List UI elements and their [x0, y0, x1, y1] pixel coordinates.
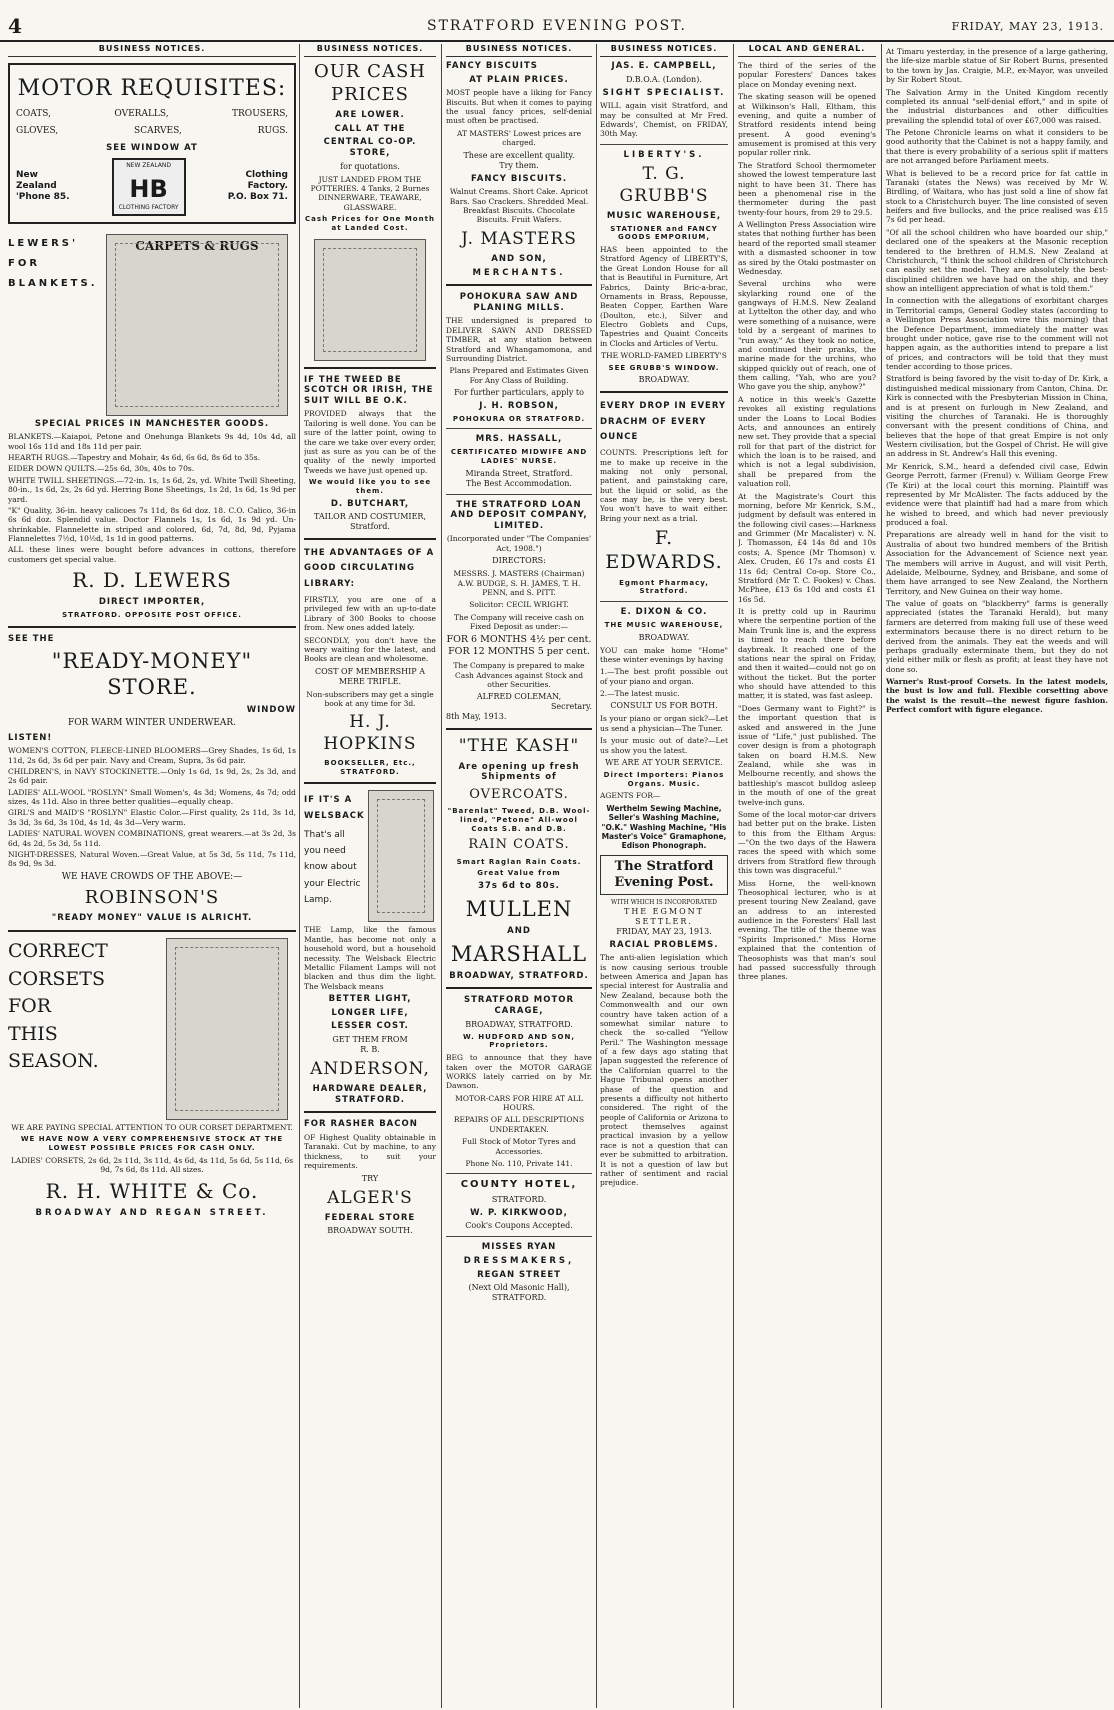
coleman: ALFRED COLEMAN,: [476, 692, 562, 702]
grubb: T. G. GRUBB'S: [619, 164, 709, 206]
robson: J. H. ROBSON,: [479, 401, 559, 411]
quotations: for quotations.: [340, 161, 400, 171]
welsback-ad: [304, 790, 436, 922]
will-visit: WILL again visit Stratford, and may be consulted at Mr Fred. Edwards', Chemist, on FRIDAY, 30th May.: [600, 101, 728, 139]
racial-problems: RACIAL PROBLEMS.: [609, 939, 719, 950]
news-item: The Salvation Army in the United Kingdom recently completed its annual "self-denial effort," and in spite of the industrial disturbances and other difficulties prevailing the splendid total of over £67,000 was raised.: [886, 87, 1108, 125]
column-1: [8, 44, 296, 1708]
these: These are excellent quality.: [463, 150, 575, 160]
we-would: We would like you to see them.: [308, 478, 432, 495]
text: Zealand: [16, 181, 57, 191]
news-item: It is pretty cold up in Raurimu where the serpentine portion of the Main Trunk line is, and the express is timed to reach there before daybreak. It reached one of the stations near the spiral on Friday, and then it waited—could not go on without the ticket. But the porter who should have attended to this matter, it is stated, was fast asleep.: [738, 607, 876, 701]
logo-text: CLOTHING FACTORY: [118, 204, 179, 212]
incorporated: (Incorporated under "The Companies' Act, 1908."): [446, 534, 592, 553]
midwife: CERTIFICATED MIDWIFE AND LADIES' NURSE.: [450, 448, 588, 465]
anderson: ANDERSON,: [310, 1058, 430, 1079]
news-item: Warner's Rust-proof Corsets. In the latest models, the bust is low and full. Flexible corsetting above the waist is the result—the newest figure fashion. Perfect comfort with figure elegance.: [886, 677, 1108, 715]
robinsons: ROBINSON'S: [84, 886, 220, 908]
racial-text: The anti-alien legislation which is now causing serious trouble between America and Japan has special interest for Australia and New Zealand, because both the Commonwealth and our own country have taken action of a somewhat similar nature to check the so-called "Yellow Peril." The Washington message of a few days ago stating that Japan suggested the reference of the Californian quarrel to the Hague Tribunal opens another phase of the question and presents a difficulty not hitherto considered. The right of the people of California or Arizona to protect themselves against practical invasion by a yellow race is not a question that can ever be submitted to arbitration. It is not a question of law but rather of sentiment and racial prejudice.: [600, 953, 728, 1188]
news-item: Several urchins who were skylarking round one of the gangways of H.M.S. New Zealand at Lyttelton the other day, and who were something of a nuisance, were told by a sergeant of marines to "run away." As they took no notice, and continued their pranks, the marine made for the urchins, who skipped quickly out of reach, one of them calling, "Yah, who are you? Who gave you the ship, anyhow?": [738, 279, 876, 392]
news-item: Preparations are already well in hand for the visit to Australia of about two hundred members of the British Association for the Advancement of Science next year. The members will arrive in August, and will visit Perth, Adelaide, Melbourne, Sydney, and Brisbane, and some of them have arranged to see New Zealand, the Northern Territory, and New Guinea on their way home.: [886, 530, 1108, 596]
and-son: AND SON,: [491, 253, 547, 264]
phone: 'Phone 85.: [16, 192, 70, 203]
hire: MOTOR-CARS FOR HIRE AT ALL HOURS.: [455, 1093, 583, 1112]
smart: Smart Raglan Rain Coats.: [456, 857, 582, 866]
post-sub: WITH WHICH IS INCORPORATED: [611, 899, 717, 907]
for-warm: FOR WARM WINTER UNDERWEAR.: [67, 718, 237, 729]
divider: [8, 930, 296, 932]
grubb-window: SEE GRUBB'S WINDOW.: [608, 363, 720, 372]
divider: [446, 1173, 592, 1174]
phone: Phone No. 110, Private 141.: [465, 1158, 573, 1168]
section-header: BUSINESS NOTICES.: [600, 44, 728, 57]
text: Clothing: [245, 169, 288, 180]
hudford: W. HUDFORD AND SON, Proprietors.: [462, 1032, 575, 1050]
page-number: 4: [8, 14, 22, 38]
text: LEWERS': [8, 237, 79, 249]
campbell: JAS. E. CAMPBELL,: [611, 61, 717, 71]
rh-white: R. H. WHITE & Co.: [45, 1178, 259, 1203]
lamp-text: THE Lamp, like the famous Mantle, has become not only a household word, but a household necessity. The Welsback Electric Metallic Filament Lamps will not blacken and thus dim the light. The Welsback means: [304, 925, 436, 991]
twelve-months: FOR 12 MONTHS 5 per cent.: [448, 646, 590, 658]
opening: Are opening up fresh Shipments of: [458, 761, 580, 783]
special-prices: SPECIAL PRICES IN MANCHESTER GOODS.: [34, 418, 270, 429]
list-item: BLANKETS.—Kaiapoi, Petone and Onehunga Blankets 9s 4d, 10s 4d, all wool 16s 11d and 18s 11d per pair.: [8, 432, 296, 451]
federal: FEDERAL STORE: [324, 1212, 416, 1223]
ad-title: MOTOR REQUISITES:: [17, 76, 287, 101]
column-rule: [881, 44, 882, 1708]
consult: CONSULT US FOR BOTH.: [610, 701, 718, 711]
company: The Company will receive cash on Fixed Deposit as under:—: [454, 612, 584, 631]
undersigned: THE undersigned is prepared to DELIVER SAWN AND DRESSED TIMBER, at any station between Stratford and Whangamomona, and Surrounding District.: [446, 316, 592, 363]
lewers-heading: [8, 234, 98, 416]
rd-lewers: R. D. LEWERS: [72, 568, 232, 593]
po-box: P.O. Box 71.: [227, 192, 288, 203]
better: BETTER LIGHT,: [328, 994, 412, 1005]
tyres: Full Stock of Motor Tyres and Accessories.: [462, 1137, 576, 1156]
column-5: [738, 44, 876, 1708]
text: FOR: [8, 995, 52, 1018]
text: BLANKETS.: [8, 277, 98, 289]
masters-lower: AT MASTERS' Lowest prices are charged.: [456, 128, 582, 148]
are-lower: ARE LOWER.: [335, 110, 405, 120]
dixon-music: THE MUSIC WAREHOUSE,: [604, 620, 724, 629]
counts: COUNTS. Prescriptions left for me to make up receive in the making not only personal, patient, and painstaking care, but the liquid or solid, as the case may be, is the very best. You won't have to wait either. Bring your next as a trial.: [600, 448, 728, 523]
hopkins: H. J. HOPKINS: [323, 712, 417, 754]
masthead: [0, 0, 1114, 42]
cook: Cook's Coupons Accepted.: [465, 1221, 573, 1231]
paying: WE ARE PAYING SPECIAL ATTENTION TO OUR CORSET DEPARTMENT.: [11, 1123, 293, 1132]
list-item: ALL these lines were bought before advances in cottons, therefore customers get special value.: [8, 545, 296, 564]
news-item: The Stratford School thermometer showed the lowest temperature last night to have been 31. There has been a phenomenal rise in the thermometer during the past twenty-four hours, from 29 to 29.5.: [738, 160, 876, 217]
divider: [600, 601, 728, 602]
item: GLOVES,: [16, 125, 59, 136]
window: WINDOW: [246, 704, 296, 715]
ladies-corsets: LADIES' CORSETS, 2s 6d, 2s 11d, 3s 11d, 4s 6d, 4s 11d, 5s 6d, 5s 11d, 6s 9d, 7s 6d, 8s 11d. All sizes.: [10, 1155, 294, 1175]
goods-list: [8, 432, 296, 564]
plain-prices: AT PLAIN PRICES.: [469, 74, 569, 85]
item: OVERALLS,: [114, 108, 169, 119]
news-item: Stratford is being favored by the visit to-day of Dr. Kirk, a distinguished medical missionary from Canton, China. Dr. Kirk is connected with the Presbyterian Mission in China, and is at present on furlough in New Zealand, and visiting the churches of Taranaki. He is thoroughly conversant with the present conditions of China, and believes that the hope of that great Empire is not only Western civilisation, but the Gospel of Christ. He will give an address in St. Andrew's Hall this evening.: [886, 374, 1108, 459]
coop: CENTRAL CO-OP. STORE,: [323, 137, 417, 158]
hb-logo: [112, 158, 186, 216]
director-names: MESSRS. J. MASTERS (Chairman) A.W. BUDGE, S. H. JAMES, T. H. PENN, and S. PITT.: [453, 569, 585, 597]
has: HAS been appointed to the Stratford Agency of LIBERTY'S, the Great London House for all that is Beautiful in Furniture, Art Fabrics, Dainty Bric-a-brac, Ornaments in Brass, Repousse, Beaten Copper, Earthen Ware (Doulton, etc.), Silver and Electro Goblets and Cups, Tapestries and Quaint Conceits in Clocks and Articles of Vertu.: [600, 245, 728, 348]
masonic: (Next Old Masonic Hall),: [468, 1283, 570, 1293]
tailor: TAILOR AND COSTUMIER,: [313, 512, 426, 522]
dboa: D.B.O.A. (London).: [626, 74, 702, 84]
thats-all: That's all you need know about your Electric Lamp.: [304, 829, 361, 905]
rain-coats: RAIN COATS.: [468, 837, 570, 853]
get-them: GET THEM FROM: [332, 1034, 408, 1044]
see-window: SEE WINDOW AT: [106, 143, 198, 153]
lewers-ad-top: [8, 234, 296, 416]
news-item: Miss Horne, the well-known Theosophical lecturer, who is at present touring New Zealand, gave an address to an interested audience in the Foresters' Hall last evening. The title of the theme was "Spirits Imprisoned." Miss Horne explained that the contention of Theosophists was that man's soul had passed successfully through three planes.: [738, 878, 876, 982]
two: 2.—The latest music.: [600, 689, 680, 699]
libertys: LIBERTY'S.: [623, 149, 705, 160]
text: New: [16, 169, 38, 180]
broadway-south: BROADWAY SOUTH.: [327, 1226, 413, 1236]
overcoats: OVERCOATS.: [469, 786, 569, 802]
rasher: FOR RASHER BACON: [304, 1119, 418, 1130]
list-item: LADIES' NATURAL WOVEN COMBINATIONS, great wearers.—at 3s 2d, 3s 6d, 4s 2d, 5s 3d, 5s 11d.: [8, 829, 296, 848]
news-item: What is believed to be a record price for fat cattle in Taranaki (states the News) was received by Mr W. Birdling, of Waitara, who has just sold a line of show fat stock to a Christchurch buyer. The line consisted of seven heifers and five bullocks, and the price realised was £15 7s 6d per head.: [886, 168, 1108, 225]
further: For further particulars, apply to: [454, 388, 584, 397]
rh-white-address: BROADWAY AND REGAN STREET.: [35, 1207, 269, 1218]
landed: JUST LANDED FROM THE POTTERIES. 4 Tanks, 2 Burnes DINNERWARE, TEAWARE, GLASSWARE.: [310, 174, 430, 212]
news-item: The Petone Chronicle learns on what it considers to be good authority that the Cabinet is not a happy family, and that there is every probability of a serious split if matters are not arranged before Parliament meets.: [886, 128, 1108, 166]
news-item: A notice in this week's Gazette revokes all existing regulations under the Loans to Local Bodies Acts, and announces an entirely new set. They provide that a special roll for that part of the district for which the loan is to be raised, and which is not a legal subdivision, shall be prepared from the valuation roll.: [738, 394, 876, 489]
news-item: The value of goats on "blackberry" farms is generally appreciated (states the Taranaki Herald), but many farmers are deterred from making full use of these weed exterminators because there is no direct return to be derived from the animals. They eat the weeds and will perhaps gradually exterminate them, but they do not yield either milk or flesh as profit; at least they have not done so.: [886, 599, 1108, 674]
service: WE ARE AT YOUR SERVICE.: [605, 757, 723, 767]
hb-left: [16, 170, 70, 204]
cash-prices-title: OUR CASH PRICES: [313, 61, 426, 105]
beg: BEG to announce that they have taken over the MOTOR GARAGE WORKS lately carried on by Mr. Dawson.: [446, 1053, 592, 1091]
column-rule: [441, 44, 442, 1708]
dixon: E. DIXON & CO.: [620, 607, 708, 618]
nonsub: Non-subscribers may get a single book at any time for 3d.: [306, 689, 434, 709]
agent-list: Werthelm Sewing Machine, Seller's Washing Machine, "O.K." Washing Machine, "His Master's Voice" Gramaphone, Edison Phonograph.: [601, 803, 727, 851]
j-masters: J. MASTERS: [461, 228, 577, 249]
world: THE WORLD-FAMED LIBERTY'S: [601, 351, 727, 361]
text: CORRECT: [8, 940, 108, 962]
divider: [446, 728, 592, 730]
logo-text: NEW ZEALAND: [126, 161, 172, 169]
try: Try them.: [499, 160, 539, 170]
list-item: "K" Quality, 36-in. heavy calicoes 7s 11d, 8s 6d doz. 18. C.O. Calico, 36-in 6s 6d doz. Splendid value. Doctor Flannels 1s, 1s 6d, 1s 9d yd. Un-shrinkable. Flannelette in striped and colored, 6d, 7d, 8d, 9d, Pyjama Flannelettes 7½d, 10½d, 1s 1d in good patterns.: [8, 505, 296, 543]
list-item: HEARTH RUGS.—Tapestry and Mohair, 4s 6d, 6s 6d, 8s 6d to 35s.: [8, 453, 261, 462]
section-header: BUSINESS NOTICES.: [446, 44, 592, 57]
news-item: In connection with the allegations of exorbitant charges in Territorial camps, General Godley states (according to a Wellington Press Association wire this morning) that the Defence Department, immediately the matter was brought under notice, gave rise to the comment will not happen again, as the authorities intend to prepare a list of prices, and contractors will be told that they must tender according to those prices.: [886, 296, 1108, 371]
great-value: Great Value from: [477, 869, 561, 878]
ryan-stratford: STRATFORD.: [491, 1293, 547, 1303]
section-header: BUSINESS NOTICES.: [8, 44, 296, 57]
post-masthead: The Stratford Evening Post.: [600, 855, 728, 896]
corset-illustration: [166, 938, 288, 1120]
divider: [446, 1236, 592, 1237]
fancy-biscuits-2: FANCY BISCUITS.: [470, 173, 568, 184]
divider: [446, 987, 592, 989]
divider: [446, 428, 592, 429]
stratford: Stratford.: [350, 522, 390, 532]
secondly: SECONDLY, you don't have the weary waiting for the latest, and Books are clean and wholesome.: [304, 635, 436, 664]
listen: LISTEN!: [8, 732, 53, 743]
column-rule: [299, 44, 300, 1708]
motor-garage: STRATFORD MOTOR CARAGE,: [463, 995, 575, 1016]
divider: [304, 538, 436, 540]
kirkwood: W. P. KIRKWOOD,: [470, 1207, 568, 1218]
loan-date: 8th May, 1913.: [446, 712, 507, 722]
text: SEASON.: [8, 1050, 99, 1073]
text: CORSETS: [8, 967, 105, 990]
stationer: STATIONER and FANCY GOODS EMPORIUM,: [610, 224, 718, 242]
column-6: [886, 44, 1108, 1708]
see-the: SEE THE: [8, 633, 55, 644]
column-4: [600, 44, 728, 1708]
f-edwards: F. EDWARDS.: [605, 527, 723, 573]
ready-money-store: "READY-MONEY" STORE.: [51, 649, 253, 700]
importers: Direct Importers: Pianos Organs. Music.: [603, 770, 725, 788]
merchants: MERCHANTS.: [472, 267, 566, 278]
repairs: REPAIRS OF ALL DESCRIPTIONS UNDERTAKEN.: [453, 1115, 585, 1134]
text: THIS: [8, 1022, 58, 1045]
call-at: CALL AT THE: [334, 123, 406, 134]
column-2: [304, 44, 436, 1708]
algers: ALGER'S: [327, 1187, 413, 1208]
importer: DIRECT IMPORTER,: [98, 597, 206, 608]
pram-illustration: [314, 239, 426, 361]
and: AND: [507, 925, 531, 936]
crowds: WE HAVE CROWDS OF THE ABOVE:—: [61, 871, 243, 882]
solicitor: Solicitor: CECIL WRIGHT.: [469, 600, 569, 610]
welsback-heading: IF IT'S A WELSBACK: [304, 795, 365, 821]
miranda: Miranda Street, Stratford.: [465, 468, 573, 478]
motor-requisites-ad: [8, 63, 296, 224]
county-hotel: COUNTY HOTEL,: [460, 1179, 578, 1191]
alricht: "READY MONEY" VALUE IS ALRICHT.: [51, 913, 253, 924]
butchart: D. BUTCHART,: [330, 498, 410, 509]
column-rule: [596, 44, 597, 1708]
advantages: THE ADVANTAGES OF A GOOD CIRCULATING LIBRARY:: [304, 548, 435, 589]
news-item: Mr Kenrick, S.M., heard a defended civil case, Edwin George Perrott, farmer (Frenul) v. William George Frew (Te Kiri) at the local court this morning. Plaintiff was represented by Mr McAlister. The facts adduced by the evidence were that plaintiff had had a mare from which he wished to breed, and which had never previously produced a foal.: [886, 461, 1108, 527]
highest: OF Highest Quality obtainable in Taranaki. Cut by machine, to any thickness, to suit your requirements.: [304, 1133, 436, 1171]
marshall: MARSHALL: [450, 941, 588, 966]
directors: DIRECTORS:: [492, 556, 546, 566]
every-drop: EVERY DROP IN EVERY DRACHM OF EVERY OUNCE: [600, 401, 727, 442]
divider: [304, 367, 436, 369]
pohokura: POHOKURA SAW AND PLANING MILLS.: [459, 292, 579, 313]
divider: [446, 494, 592, 495]
longer: LONGER LIFE,: [331, 1007, 409, 1018]
regan: REGAN STREET: [477, 1269, 561, 1280]
list-item: WHITE TWILL SHEETINGS.—72-in. 1s, 1s 6d, 2s, yd. White Twill Sheeting, 80-in., 1s 6d, 2s, 2s 6d yd. Herring Bone Sheetings, 1s 2d, 1s 6d, 1s 9d per yard.: [8, 475, 296, 504]
is-sick: Is your piano or organ sick?—Let us send a physician—The Tuner.: [600, 714, 728, 733]
post-date: FRIDAY, MAY 23, 1913.: [616, 926, 712, 936]
list-item: GIRL'S and MAID'S "ROSLYN" Elastic Color.—First quality, 2s 11d, 3s 1d, 3s 3d, 3s 6d, 3s 10d, 4s 1d, 4s 3d—Very warm.: [8, 808, 296, 827]
news-item: The third of the series of the popular Foresters' Dances takes place on Monday evening next.: [738, 61, 876, 89]
price-range: 37s 6d to 80s.: [478, 881, 560, 891]
items-row-2: [16, 126, 288, 137]
bookseller: BOOKSELLER, Etc., STRATFORD.: [324, 758, 416, 776]
hassall: MRS. HASSALL,: [475, 434, 563, 445]
rb: R. B.: [360, 1044, 380, 1054]
biscuit-list: Walnut Creams. Short Cake. Apricot Bars. Sao Crackers. Shredded Meal. Breakfast Biscuits. Chocolate Biscuits. Fruit Wafers.: [449, 187, 589, 225]
item: COATS,: [16, 108, 51, 119]
items-row-1: [16, 109, 288, 120]
lesser: LESSER COST.: [331, 1021, 409, 1032]
hardware: HARDWARE DEALER, STRATFORD.: [312, 1084, 428, 1105]
list-item: NIGHT-DRESSES, Natural Woven.—Great Value, at 5s 3d, 5s 11d, 7s 11d, 8s 9d, 9s 3d.: [8, 849, 296, 869]
advances: The Company is prepared to make Cash Advances against Stock and other Securities.: [453, 661, 585, 689]
list-item: EIDER DOWN QUILTS.—25s 6d, 30s, 40s to 70s.: [8, 464, 195, 474]
list-item: WOMEN'S COTTON, FLEECE-LINED BLOOMERS—Grey Shades, 1s 6d, 1s 11d, 2s 6d, 3s 6d per pair. Navy and Cream, Supra, 3s 6d pair.: [8, 746, 296, 765]
illustration-caption: CARPETS & RUGS: [135, 238, 259, 253]
firstly: FIRSTLY, you are one of a privileged few with an up-to-date Library of 300 Books to choose from. New ones added lately.: [304, 595, 436, 633]
lamp-illustration: [368, 790, 434, 922]
divider: [600, 391, 728, 393]
corsets-ad: [8, 938, 296, 1120]
column-3: [446, 44, 592, 1708]
hotel-stratford: STRATFORD.: [491, 1194, 547, 1204]
news-item: At Timaru yesterday, in the presence of a large gathering, the life-size marble statue of Sir Robert Burns, presented to the town by Jas. Craigie, M.P., ex-Mayor, was unveiled by Sir Robert Stout.: [886, 47, 1108, 85]
out-of-date: Is your music out of date?—Let us show you the latest.: [600, 736, 728, 755]
sight: SIGHT SPECIALIST.: [602, 87, 726, 98]
divider: [304, 1111, 436, 1113]
the-kash: "THE KASH": [458, 736, 580, 757]
provided: PROVIDED always that the Tailoring is well done. You can be sure of the latter point, owing to the care we take over every order, just as sure as you can be of the quality of the newly imported Tweeds we have just opened up.: [304, 409, 436, 475]
rug-illustration: [106, 234, 288, 416]
paper-title: STRATFORD EVENING POST.: [427, 18, 687, 34]
text: Factory.: [247, 181, 288, 191]
news-item: A Wellington Press Association wire states that nothing further has been heard of the reported small steamer with a dismasted schooner in tow as sired by the Otaki postmaster on Wednesday.: [738, 220, 876, 276]
six-months: FOR 6 MONTHS 4½ per cent.: [446, 634, 592, 646]
hb-row: [16, 158, 288, 216]
dressmakers: DRESSMAKERS,: [463, 1256, 575, 1266]
motor-broadway: BROADWAY, STRATFORD.: [465, 1019, 573, 1029]
stock: WE HAVE NOW A VERY COMPREHENSIVE STOCK AT THE LOWEST POSSIBLE PRICES FOR CASH ONLY.: [20, 1135, 284, 1153]
pohokura-stratford: POHOKURA OR STRATFORD.: [452, 414, 586, 423]
cost: COST OF MEMBERSHIP A MERE TRIFLE.: [315, 666, 425, 686]
post-settler: THE EGMONT SETTLER.: [623, 906, 704, 926]
egmont: Egmont Pharmacy, Stratford.: [619, 578, 709, 596]
welsback-text: [304, 790, 364, 922]
loan-company: THE STRATFORD LOAN AND DEPOSIT COMPANY, LIMITED.: [450, 499, 588, 531]
opposite-post-office: STRATFORD. OPPOSITE POST OFFICE.: [62, 610, 242, 619]
news-item: Some of the local motor-car drivers had better put on the brake. Listen to this from the Eltham Argus:—"On the two days of the Hawera races the speed with which some drivers from Stratford flew through this town was disgraceful.": [738, 809, 876, 876]
item: RUGS.: [257, 125, 288, 136]
list-item: CHILDREN'S, in NAVY STOCKINETTE.—Only 1s 6d, 1s 9d, 2s, 2s 3d, and 2s 6d pair.: [8, 766, 296, 786]
fancy-biscuits: FANCY BISCUITS: [446, 61, 538, 71]
mullen: MULLEN: [465, 896, 573, 921]
secretary: Secretary.: [550, 702, 592, 712]
grubb-broadway: BROADWAY.: [638, 375, 690, 385]
misses-ryan: MISSES RYAN: [481, 1242, 557, 1253]
list-item: LADIES' ALL-WOOL "ROSLYN" Small Women's, 4s 3d; Womens, 4s 7d; odd sizes, 4s 11d. Also in three better qualities—equally cheap.: [8, 787, 296, 806]
music-warehouse: MUSIC WAREHOUSE,: [606, 210, 722, 221]
divider: [600, 144, 728, 145]
logo-mark: HB: [129, 174, 168, 203]
barenlat: "Barenlat" Tweed, D.B. Wool-lined, "Petone" All-wool Coats S.B. and D.B.: [447, 807, 591, 833]
item: SCARVES,: [134, 125, 182, 136]
divider: [446, 284, 592, 286]
broadway: BROADWAY, STRATFORD.: [449, 970, 589, 981]
you-can: YOU can make home "Home" these winter evenings by having: [600, 645, 728, 664]
news-item: At the Magistrate's Court this morning, before Mr Kenrick, S.M., judgment by default was entered in the following civil cases:—Harkness and Grimmer (Mr Macalister) v. N. J. Thomasson, £4 14s 8d and 10s costs; A. Spence (Mr Thomson) v. Alex. Cruden, £6 17s and costs £1 11s 6d; Central Co-op. Store Co., Stratford (Mr T. C. Fookes) v. Chas. McPhee, £13 6s 10d and costs £1 16s 5d.: [738, 491, 876, 604]
hb-right: [228, 170, 288, 204]
cash-prices-month: Cash Prices for One Month at Landed Cost.: [305, 215, 435, 232]
news-item: "Of all the school children who have boarded our ship," declared one of the speakers at the Masonic reception tendered to the brethren of H.M.S. New Zealand at Christchurch, "I think the school children of Christchurch can easily set the model. They are absolutely the best-disciplined children we have had on the ship, and they show an intelligent appreciation of what is told them.": [886, 227, 1108, 293]
column-rule: [733, 44, 734, 1708]
one: 1.—The best profit possible out of your piano and organ.: [600, 667, 728, 686]
tweed: IF THE TWEED BE SCOTCH OR IRISH, THE SUIT WILL BE O.K.: [304, 374, 434, 406]
divider: [8, 626, 296, 628]
news-item: "Does Germany want to Fight?" is the important question that is asked and answered in the June issue of "Life," just published. The cover design is from a photograph taken on board H.M.S. New Zealand, while she was in Melbourne recently, and shows the battleship's mascot bulldog asleep in the mouth of one of the great twelve-inch guns.: [738, 703, 876, 807]
divider: [304, 782, 436, 784]
item: TROUSERS,: [232, 108, 288, 119]
news-item: The skating season will be opened at Wilkinson's Hall, Eltham, this evening, and quite a number of Stratford residents intend being present. A good evening's amusement is promised at this very popular roller rink.: [738, 92, 876, 158]
most: MOST people have a liking for Fancy Biscuits. But when it comes to paying the usual fancy prices, self-denial must often be practised.: [446, 88, 592, 126]
section-header: BUSINESS NOTICES.: [304, 44, 436, 57]
try: TRY: [361, 1173, 379, 1183]
text: FOR: [8, 257, 41, 269]
agents: AGENTS FOR—: [600, 791, 661, 801]
issue-date: FRIDAY, MAY 23, 1913.: [951, 20, 1104, 33]
ready-money-list: [8, 746, 296, 869]
best: The Best Accommodation.: [466, 478, 572, 488]
dixon-broadway: BROADWAY.: [638, 632, 690, 642]
corsets-heading: [8, 938, 158, 1120]
plans: Plans Prepared and Estimates Given For Any Class of Building.: [449, 366, 589, 385]
section-header: LOCAL AND GENERAL.: [738, 44, 876, 57]
